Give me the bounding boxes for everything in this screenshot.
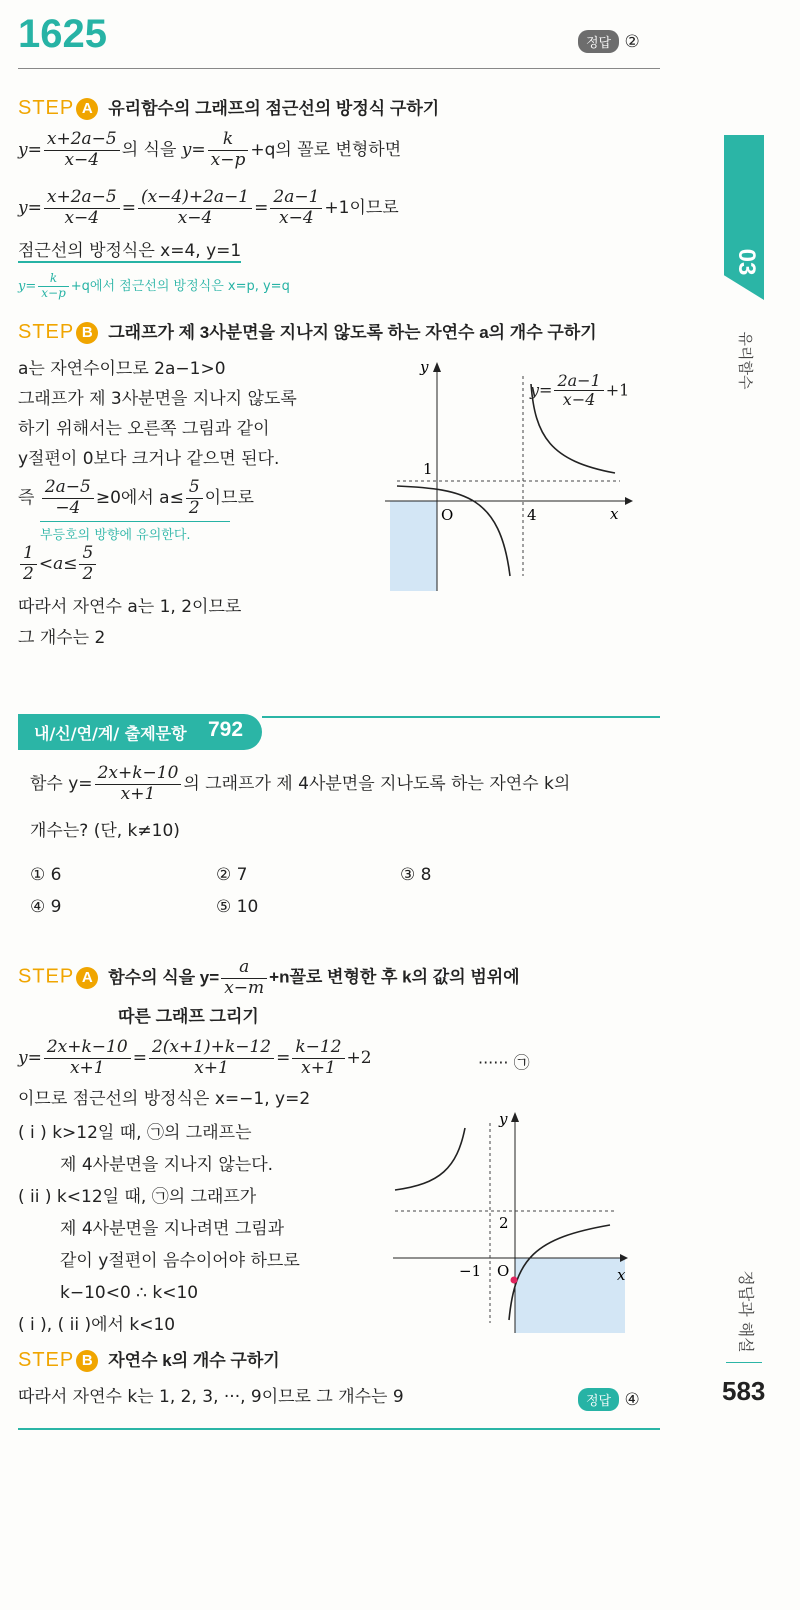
step-a-note: y= $\frac{k}{x-p}$ +q에서 점근선의 방정식은 x=p, y=q: [18, 271, 290, 300]
frac-den: −4: [55, 497, 81, 518]
text: +1이므로: [324, 198, 399, 219]
step-b-line2: 그래프가 제 3사분면을 지나지 않도록: [18, 389, 297, 409]
frac-den: x−4: [177, 207, 213, 228]
answer-label: 정답: [578, 1388, 619, 1411]
origin-label: O: [497, 1262, 510, 1280]
frac-den: x−4: [64, 207, 100, 228]
frac-den: x+1: [120, 783, 156, 804]
graph-2: [385, 1108, 645, 1338]
text: ≥0에서 a≤: [95, 488, 184, 509]
text: +q의 꼴로 변형하면: [250, 140, 402, 161]
answer-value: ④: [624, 1390, 640, 1410]
answer-label: 정답: [578, 30, 619, 53]
asymptote-x-label: 4: [527, 506, 537, 524]
answer-box: [578, 30, 640, 53]
choice-4[interactable]: ④ 9: [30, 897, 62, 917]
choice-1[interactable]: ① 6: [30, 865, 62, 885]
text: 함수 y=: [30, 774, 93, 795]
choice-2[interactable]: ② 7: [216, 865, 248, 885]
shaded-quadrant: [515, 1258, 625, 1333]
frac-den: x+1: [194, 1057, 229, 1078]
p2-step-b-heading: [18, 1346, 280, 1372]
origin-label: O: [441, 506, 454, 524]
step-a-line2: y= $\frac{x+2a-5}{x-4}$ = $\frac{(x-4)+2a-1}{x-4}$ = $\frac{2a-1}{x-4}$ +1이므로: [18, 187, 399, 228]
text: y=: [530, 380, 553, 400]
choice-5[interactable]: ⑤ 10: [216, 897, 259, 917]
frac-num: (x−4)+2a−1: [138, 188, 252, 209]
equation-ref: ······ ㉠: [478, 1053, 530, 1072]
frac-num: 2a−1: [270, 188, 322, 209]
problem-number: 1625: [18, 12, 107, 56]
frac-num: k−12: [292, 1038, 344, 1059]
choice-3[interactable]: ③ 8: [400, 865, 432, 885]
asymptote-x-label: −1: [459, 1262, 482, 1280]
p2-step-a-heading-line2: [118, 1002, 259, 1027]
chapter-title: 유리함수: [736, 331, 755, 390]
step-letter: A: [76, 98, 98, 120]
step-title: 함수의 식을 y=: [108, 967, 220, 987]
step-word: STEP: [18, 321, 75, 343]
step-title: 따른 그래프 그리기: [118, 1007, 259, 1026]
condition-line: [18, 478, 254, 518]
step-b-line4: y절편이 0보다 크거나 같으면 된다.: [18, 449, 280, 469]
chapter-number: 03: [733, 248, 760, 276]
frac-num: 2a−5: [42, 478, 94, 499]
asymptote-text: 점근선의 방정식은 x=4, y=1: [18, 241, 242, 261]
p2-conclusion: 따라서 자연수 k는 1, 2, 3, ···, 9이므로 그 개수는 9: [18, 1387, 404, 1407]
frac-den: x+1: [69, 1057, 105, 1078]
p2-line-7: k−10<0 ∴ k<10: [60, 1283, 199, 1303]
p2-line-1: 이므로 점근선의 방정식은 x=−1, y=2: [18, 1089, 311, 1109]
p2-line-6: 같이 y절편이 음수이어야 하므로: [60, 1251, 300, 1271]
frac-num: 2(x+1)+k−12: [149, 1038, 274, 1059]
step-title: +n꼴로 변형한 후 k의 값의 범위에: [269, 967, 520, 987]
conclusion-line1: 따라서 자연수 a는 1, 2이므로: [18, 597, 242, 617]
y-axis-label: y: [420, 358, 429, 376]
side-rule: [726, 1362, 762, 1363]
step-word: STEP: [18, 965, 75, 988]
p2-step-a-heading: [18, 958, 520, 998]
related-banner: [18, 714, 262, 750]
step-word: STEP: [18, 1349, 75, 1371]
x-axis-arrow: [625, 497, 633, 505]
text: 의 그래프가 제 4사분면을 지나도록 하는 자연수 k의: [183, 774, 571, 795]
frac-num: x+2a−5: [44, 188, 120, 209]
banner-number: 792: [208, 718, 244, 741]
page-number: 583: [722, 1376, 766, 1406]
banner-label: 내/신/연/계/ 출제문항: [34, 724, 187, 743]
frac-den: x−p: [210, 149, 246, 170]
y-axis-arrow: [433, 362, 441, 372]
conclusion-line2: 그 개수는 2: [18, 628, 106, 648]
frac-num: 2a−1: [554, 372, 603, 391]
frac-den: x−4: [279, 207, 314, 228]
frac-num: k: [208, 130, 249, 151]
y-intercept-point: [511, 1277, 518, 1284]
answer-value: ②: [624, 32, 640, 52]
p2-line-5: 제 4사분면을 지나려면 그림과: [60, 1219, 285, 1239]
asymptote-line: [18, 238, 241, 265]
frac-num: x+2a−5: [44, 130, 120, 151]
step-title: 유리함수의 그래프의 점근선의 방정식 구하기: [108, 99, 440, 118]
step-letter: B: [76, 322, 98, 344]
question-line2: 개수는? (단, k≠10): [30, 821, 180, 841]
text: +1: [605, 380, 630, 400]
frac-num: 2x+k−10: [95, 764, 182, 785]
text: <a≤: [38, 554, 78, 575]
frac-num: a: [221, 958, 267, 979]
step-b-line3: 하기 위해서는 오른쪽 그림과 같이: [18, 419, 270, 439]
text: 즉: [18, 488, 35, 509]
step-word: STEP: [18, 97, 75, 119]
p2-equation-line: y= $\frac{2x+k-10}{x+1}$ = $\frac{2(x+1)+k-12}{x+1}$ = $\frac{k-12}{x+1}$ +2: [18, 1037, 372, 1078]
graph-1-equation: [530, 372, 629, 410]
range-line: [18, 544, 98, 584]
frac-den: 2: [82, 563, 94, 584]
bottom-rule: [18, 1428, 660, 1430]
frac-num: k: [38, 272, 69, 287]
inequality-note: 부등호의 방향에 유의한다.: [40, 528, 191, 543]
condition-underline: [40, 521, 230, 522]
shaded-quadrant: [390, 501, 437, 591]
text: +2: [346, 1048, 372, 1069]
frac-num: 5: [79, 544, 96, 565]
x-axis-label: x: [610, 505, 619, 523]
frac-den: x−4: [562, 390, 596, 410]
p2-line-2: ( i ) k>12일 때, ㉠의 그래프는: [18, 1123, 252, 1143]
text: 이므로: [204, 488, 254, 509]
banner-rule: [262, 716, 660, 718]
frac-den: 2: [188, 497, 200, 518]
text: 의 식을: [121, 140, 177, 161]
p2-answer-box: [578, 1388, 640, 1411]
asymptote-y-label: 2: [499, 1214, 509, 1232]
step-title: 그래프가 제 3사분면을 지나지 않도록 하는 자연수 a의 개수 구하기: [108, 323, 597, 342]
frac-den: x+1: [301, 1057, 336, 1078]
side-section-label: 정답과 해설: [736, 1270, 756, 1353]
p2-line-4: ( ii ) k<12일 때, ㉠의 그래프가: [18, 1187, 257, 1207]
frac-den: 2: [23, 563, 34, 584]
step-a-line1: y= $\frac{x+2a-5}{x-4}$ 의 식을 y= $\frac{k}{x-p}$ +q의 꼴로 변형하면: [18, 129, 402, 170]
p2-line-3: 제 4사분면을 지나지 않는다.: [60, 1155, 274, 1175]
frac-den: x−p: [41, 285, 66, 300]
note-text: +q에서 점근선의 방정식은 x=p, y=q: [70, 278, 290, 294]
frac-den: x−4: [64, 149, 100, 170]
frac-num: 2x+k−10: [44, 1038, 131, 1059]
step-letter: B: [76, 1350, 98, 1372]
step-b-heading: [18, 318, 597, 344]
step-a-heading: [18, 94, 439, 120]
p2-line-8: ( i ), ( ii )에서 k<10: [18, 1315, 176, 1335]
asymptote-y-label: 1: [423, 460, 433, 478]
question-line1: [30, 764, 570, 804]
frac-den: x−m: [224, 977, 265, 998]
frac-num: 1: [20, 544, 37, 565]
y-axis-arrow: [511, 1112, 519, 1122]
x-axis-label: x: [617, 1266, 626, 1284]
frac-num: 5: [186, 478, 203, 499]
step-title: 자연수 k의 개수 구하기: [108, 1351, 280, 1370]
step-b-line1: a는 자연수이므로 2a−1>0: [18, 359, 226, 379]
y-axis-label: y: [499, 1110, 508, 1128]
curve-left-branch: [395, 1128, 465, 1190]
header-rule: [18, 68, 660, 69]
step-letter: A: [76, 967, 98, 989]
